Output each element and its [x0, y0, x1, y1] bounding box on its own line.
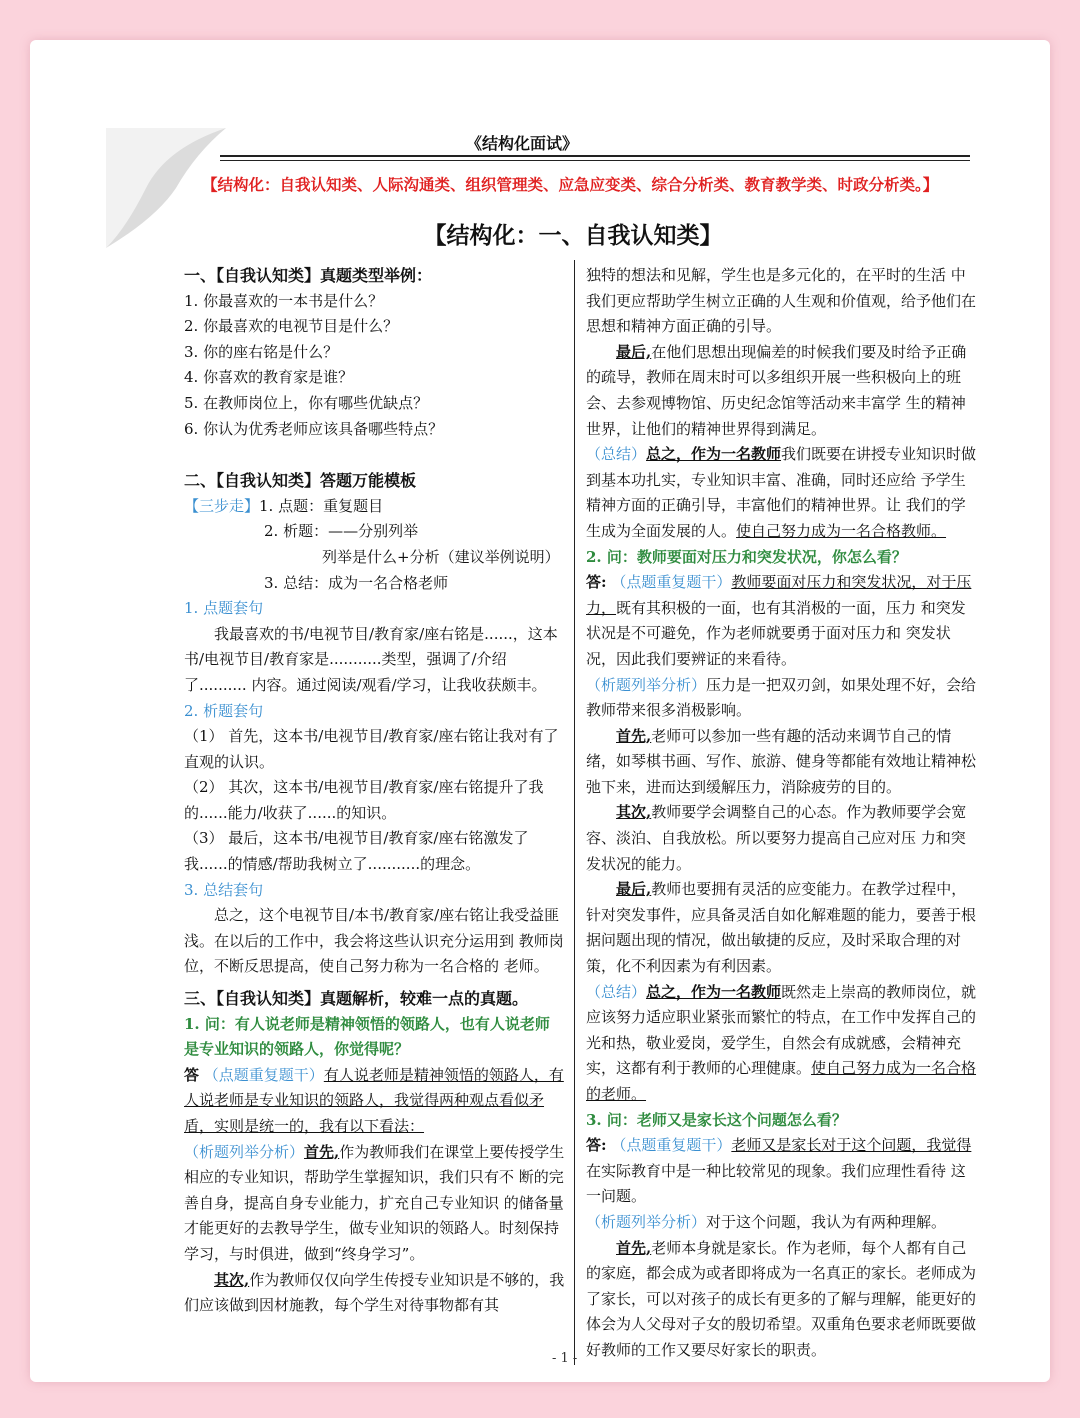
document-page — [112, 125, 1034, 1375]
section-heading: 二、【自我认知类】答题万能模板 — [184, 471, 417, 491]
category-list: 【结构化：自我认知类、人际沟通类、组织管理类、应急应变类、综合分析类、教育教学类、时政分析类。】 — [202, 175, 939, 194]
question-item: 6. 你认为优秀老师应该具备哪些特点？ — [184, 419, 444, 438]
template-paragraph: 我最喜欢的书/电视节目/教育家/座右铭是......，这本书/电视节目/教育家是...........类型，强调了/介绍了.......... 内容。通过阅读/观看/学习，让我收获颇丰。 — [184, 624, 558, 694]
answer-paragraph: 首先,老师可以参加一些有趣的活动来调节自己的情绪，如琴棋书画、写作、旅游、健身等都能有效地让精神松弛下来，进而达到缓解压力，消除疲劳的目的。 — [586, 726, 977, 796]
question-item: 4. 你喜欢的教育家是谁？ — [184, 368, 354, 387]
answer-paragraph: 答: （点题重复题干）教师要面对压力和突发状况，对于压力，既有其积极的一面，也有其消极的一面，压力 和突发状况是不可避免，作为老师就要勇于面对压力和 突发状况，因此我们要辨证的来看待。 — [586, 573, 972, 668]
answer-paragraph: 答 （点题重复题干）有人说老师是精神领悟的领路人，有人说老师是专业知识的领路人，我觉得两种观点看似矛盾，实则是统一的，我有以下看法： — [184, 1065, 564, 1135]
page-title: 【结构化：一、自我认知类】 — [423, 222, 723, 249]
subsection-heading: 1. 点题套句 — [184, 599, 264, 618]
right-column — [586, 263, 978, 1364]
question-item: 3. 你的座右铭是什么？ — [184, 342, 339, 361]
step-line: 列举是什么+分析（建议举例说明） — [322, 547, 560, 566]
document-header-title: 《结构化面试》 — [465, 134, 578, 153]
answer-paragraph: （总结）总之，作为一名教师既然走上崇高的教师岗位，就应该努力适应职业紧张而繁忙的特点，在工作中发挥自己的光和热，敬业爱岗，爱学生，自然会有成就感，会精神充实，这都有利于教师的心理健康。使自己努力成为一名合格的老师。 — [586, 982, 977, 1103]
answer-paragraph: 首先,老师本身就是家长。作为老师，每个人都有自己的家庭，都会成为或者即将成为一名真正的家长。老师成为了家长，可以对孩子的成长有更多的了解与理解，能更好的体会为人父母对子女的殷切希望。双重角色要求老师既要做好教师的工作又要尽好家长的职责。 — [586, 1238, 977, 1359]
column-divider — [574, 260, 575, 1365]
answer-paragraph: （总结）总之，作为一名教师我们既要在讲授专业知识时做到基本功扎实，专业知识丰富、准确，同时还应给 予学生精神方面的正确引导，丰富他们的精神世界。让 我们的学生成为全面发展的人。使自己努力成为一名合格教师。 — [586, 445, 977, 540]
example-question: 1. 问：有人说老师是精神领悟的领路人，也有人说老师 是专业知识的领路人，你觉得呢？ — [184, 1014, 550, 1059]
template-item: （1） 首先，这本书/电视节目/教育家/座右铭让我对有了直观的认识。 — [184, 727, 559, 771]
template-item: （2） 其次，这本书/电视节目/教育家/座右铭提升了我的......能力/收获了......的知识。 — [184, 778, 544, 822]
answer-paragraph: 最后,教师也要拥有灵活的应变能力。在教学过程中，针对突发事件，应具备灵活自如化解难题的能力，要善于根据问题出现的情况，做出敏捷的反应，及时采取合理的对策，化不利因素为有利因素。 — [586, 880, 977, 976]
question-item: 1. 你最喜欢的一本书是什么？ — [184, 291, 384, 310]
subsection-heading: 2. 析题套句 — [184, 701, 264, 720]
answer-paragraph: （析题列举分析）压力是一把双刃剑，如果处理不好，会给教师带来很多消极影响。 — [586, 675, 977, 720]
answer-paragraph: 独特的想法和见解，学生也是多元化的，在平时的生活 中我们更应帮助学生树立正确的人生观和价值观，给予他们在思想和精神方面正确的引导。 — [586, 266, 977, 336]
header-rule-thin — [220, 160, 970, 161]
page-number: - 1 - — [552, 1351, 578, 1366]
question-item: 2. 你最喜欢的电视节目是什么？ — [184, 317, 399, 336]
answer-paragraph: 最后,在他们思想出现偏差的时候我们要及时给予正确的疏导，教师在周末时可以多组织开展一些积极向上的班会、去参观博物馆、历史纪念馆等活动来丰富学 生的精神世界，让他们的精神世界得到满足。 — [586, 342, 967, 438]
section-heading: 三、【自我认知类】真题解析，较难一点的真题。 — [184, 989, 529, 1009]
step-line: 2. 析题：——分别列举 — [264, 522, 419, 541]
left-column — [184, 263, 569, 1319]
section-heading: 一、【自我认知类】真题类型举例： — [184, 266, 433, 285]
answer-paragraph: （析题列举分析）首先,作为教师我们在课堂上要传授学生相应的专业知识，帮助学生掌握知识，我们只有不 断的完善自身，提高自身专业能力，扩充自己专业知识 的储备量才能更好的去教导学生，做专业知识的领路人。时刻保持学习，与时俱进，做到“终身学习”。 — [184, 1142, 565, 1263]
example-question: 2. 问：教师要面对压力和突发状况，你怎么看？ — [586, 547, 907, 566]
paper-sheet — [30, 40, 1050, 1382]
example-question: 3. 问：老师又是家长这个问题怎么看？ — [586, 1110, 847, 1129]
subsection-heading: 3. 总结套句 — [184, 880, 264, 899]
answer-paragraph: 答: （点题重复题干）老师又是家长对于这个问题，我觉得在实际教育中是一种比较常见的现象。我们应理性看待 这一问题。 — [586, 1136, 972, 1206]
steps-tag: 【三步走】 — [184, 496, 260, 515]
answer-paragraph: 其次,教师要学会调整自己的心态。作为教师要学会宽容、淡泊、自我放松。所以要努力提高自己应对压 力和突发状况的能力。 — [586, 803, 967, 873]
question-item: 5. 在教师岗位上，你有哪些优缺点？ — [184, 393, 429, 412]
step-line: 【三步走】1. 点题：重复题目 — [184, 496, 384, 515]
header-rule — [220, 155, 970, 157]
template-paragraph: 总之，这个电视节目/本书/教育家/座右铭让我受益匪浅。在以后的工作中，我会将这些认识充分运用到 教师岗位，不断反思提高，使自己努力称为一名合格的 老师。 — [184, 906, 564, 976]
answer-paragraph: （析题列举分析）对于这个问题，我认为有两种理解。 — [586, 1212, 947, 1231]
answer-paragraph: 其次,作为教师仅仅向学生传授专业知识是不够的，我们应该做到因材施教，每个学生对待事物都有其 — [184, 1270, 565, 1315]
step-line: 3. 总结：成为一名合格老师 — [264, 573, 449, 592]
template-item: （3） 最后，这本书/电视节目/教育家/座右铭激发了我......的情感/帮助我树立了...........的理念。 — [184, 829, 529, 874]
